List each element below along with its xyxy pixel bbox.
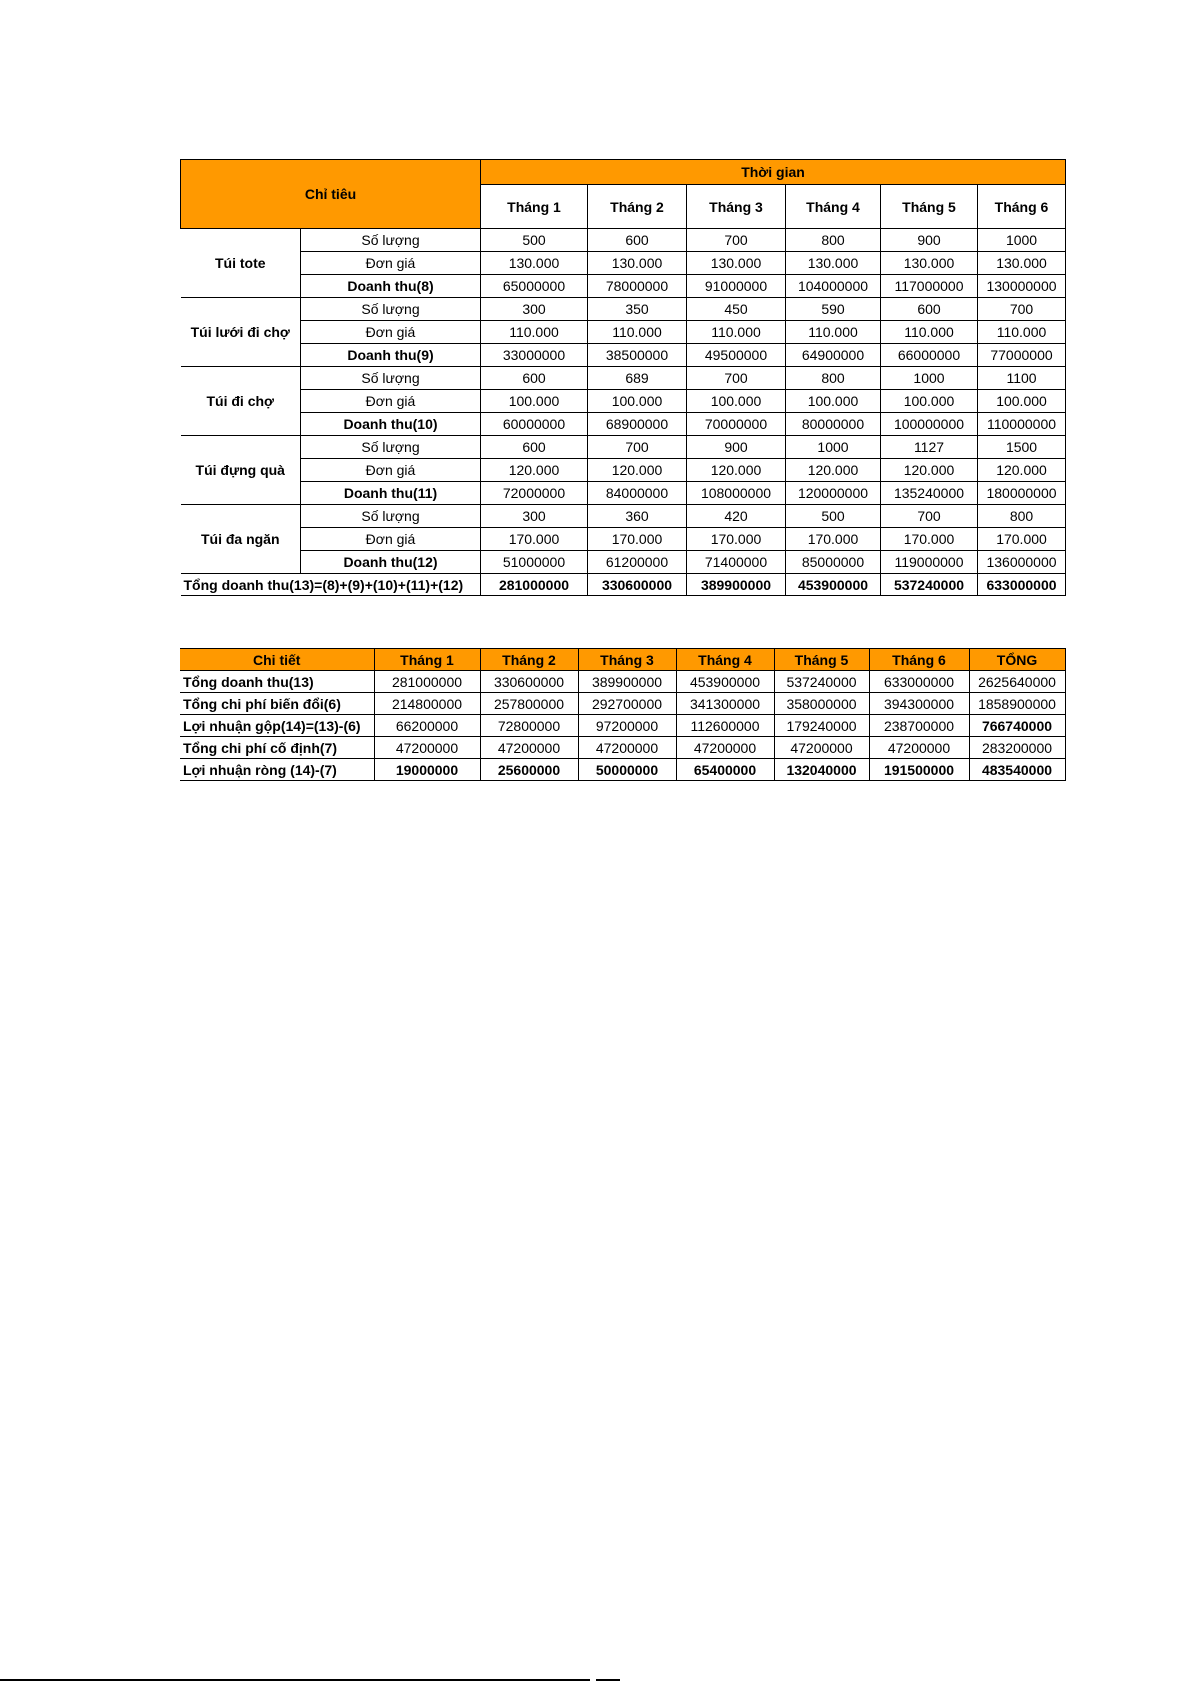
table-row: [181, 367, 1066, 390]
metric-label: Doanh thu(8): [301, 275, 481, 298]
table-cell: 33000000: [481, 344, 588, 367]
table-row: [181, 229, 1066, 252]
table-cell: 1000: [978, 229, 1066, 252]
table-cell: 281000000: [374, 671, 480, 693]
metric-label: Doanh thu(11): [301, 482, 481, 505]
header-month: Tháng 6: [978, 185, 1066, 229]
table-cell: 64900000: [786, 344, 881, 367]
table-cell: 91000000: [687, 275, 786, 298]
table-row: [180, 671, 1065, 693]
table-cell: 104000000: [786, 275, 881, 298]
table-cell: 100.000: [481, 390, 588, 413]
table-cell: 170.000: [687, 528, 786, 551]
table-cell: 80000000: [786, 413, 881, 436]
table-cell: 72000000: [481, 482, 588, 505]
metric-label: Doanh thu(9): [301, 344, 481, 367]
table-cell: 1000: [881, 367, 978, 390]
table-cell: 119000000: [881, 551, 978, 574]
metric-label: Số lượng: [301, 436, 481, 459]
table-cell: 110000000: [978, 413, 1066, 436]
header-month: Tháng 1: [481, 185, 588, 229]
table-cell: 130.000: [588, 252, 687, 275]
table-cell: 590: [786, 298, 881, 321]
metric-label: Lợi nhuận gộp(14)=(13)-(6): [180, 715, 374, 737]
header-month: Tháng 3: [578, 649, 676, 671]
table-row: [181, 390, 1066, 413]
table-cell: 50000000: [578, 759, 676, 781]
table-cell: 135240000: [881, 482, 978, 505]
header-month: Tháng 3: [687, 185, 786, 229]
table-cell: 68900000: [588, 413, 687, 436]
table-cell: 350: [588, 298, 687, 321]
table-cell: 214800000: [374, 693, 480, 715]
table-cell: 25600000: [480, 759, 578, 781]
table-cell: 341300000: [676, 693, 774, 715]
table-cell: 180000000: [978, 482, 1066, 505]
header-month: Tháng 5: [881, 185, 978, 229]
metric-label: Đơn giá: [301, 252, 481, 275]
table-cell: 453900000: [676, 671, 774, 693]
table-cell: 900: [881, 229, 978, 252]
metric-label: Số lượng: [301, 367, 481, 390]
table-cell: 100.000: [881, 390, 978, 413]
table-cell: 120.000: [588, 459, 687, 482]
table-cell: 800: [978, 505, 1066, 528]
table-cell: 170.000: [481, 528, 588, 551]
table-cell: 500: [481, 229, 588, 252]
table-cell: 700: [978, 298, 1066, 321]
table-cell: 60000000: [481, 413, 588, 436]
table-cell: 112600000: [676, 715, 774, 737]
table-cell: 110.000: [786, 321, 881, 344]
table-cell: 100.000: [786, 390, 881, 413]
footer-rule: [0, 1679, 590, 1681]
table-cell: 700: [881, 505, 978, 528]
metric-label: Đơn giá: [301, 528, 481, 551]
table-cell: 110.000: [687, 321, 786, 344]
total-label: Tổng doanh thu(13)=(8)+(9)+(10)+(11)+(12): [181, 574, 481, 596]
table-cell: 600: [481, 436, 588, 459]
table-cell: 120.000: [481, 459, 588, 482]
footer-rule-mark: [596, 1679, 620, 1681]
header-chi-tieu: Chỉ tiêu: [181, 160, 481, 229]
table-cell: 130.000: [687, 252, 786, 275]
table-cell: 1100: [978, 367, 1066, 390]
table-cell: 130000000: [978, 275, 1066, 298]
table-cell: 49500000: [687, 344, 786, 367]
profit-table-header: [180, 649, 1065, 671]
metric-label: Tổng doanh thu(13): [180, 671, 374, 693]
table-cell: 700: [588, 436, 687, 459]
total-row: [181, 574, 1066, 596]
table-cell: 394300000: [869, 693, 969, 715]
table-cell: 257800000: [480, 693, 578, 715]
table-row: [181, 252, 1066, 275]
table-cell: 66000000: [881, 344, 978, 367]
table-cell: 38500000: [588, 344, 687, 367]
total-cell: 537240000: [881, 574, 978, 596]
product-name: Túi đa ngăn: [181, 505, 301, 574]
header-chi-tiet: Chi tiết: [180, 649, 374, 671]
header-month: Tháng 1: [374, 649, 480, 671]
table-cell: 537240000: [774, 671, 869, 693]
header-month: Tháng 2: [588, 185, 687, 229]
table-row: [181, 321, 1066, 344]
table-cell: 170.000: [978, 528, 1066, 551]
table-row: [180, 693, 1065, 715]
table-row: [181, 528, 1066, 551]
table-cell: 600: [588, 229, 687, 252]
table-cell: 238700000: [869, 715, 969, 737]
table-row: [181, 275, 1066, 298]
table-cell: 766740000: [969, 715, 1065, 737]
metric-label: Doanh thu(12): [301, 551, 481, 574]
table-cell: 19000000: [374, 759, 480, 781]
table-cell: 170.000: [786, 528, 881, 551]
table-row: [181, 344, 1066, 367]
table-cell: 292700000: [578, 693, 676, 715]
table-cell: 1000: [786, 436, 881, 459]
table-cell: 450: [687, 298, 786, 321]
table-cell: 108000000: [687, 482, 786, 505]
table-row: [181, 505, 1066, 528]
table-cell: 100.000: [687, 390, 786, 413]
table-cell: 300: [481, 505, 588, 528]
table-cell: 700: [687, 367, 786, 390]
table-cell: 78000000: [588, 275, 687, 298]
table-cell: 483540000: [969, 759, 1065, 781]
table-cell: 47200000: [774, 737, 869, 759]
table-cell: 77000000: [978, 344, 1066, 367]
table-cell: 1127: [881, 436, 978, 459]
table-cell: 51000000: [481, 551, 588, 574]
table-cell: 130.000: [881, 252, 978, 275]
table-cell: 689: [588, 367, 687, 390]
metric-label: Tổng chi phí cố định(7): [180, 737, 374, 759]
header-total: TỔNG: [969, 649, 1065, 671]
table-cell: 47200000: [374, 737, 480, 759]
total-cell: 453900000: [786, 574, 881, 596]
table-cell: 110.000: [978, 321, 1066, 344]
table-cell: 1858900000: [969, 693, 1065, 715]
table-cell: 120.000: [786, 459, 881, 482]
table-cell: 2625640000: [969, 671, 1065, 693]
table-cell: 120.000: [687, 459, 786, 482]
metric-label: Đơn giá: [301, 390, 481, 413]
table-cell: 100.000: [978, 390, 1066, 413]
table-cell: 70000000: [687, 413, 786, 436]
table-row: [180, 759, 1065, 781]
table-cell: 100.000: [588, 390, 687, 413]
table-cell: 100000000: [881, 413, 978, 436]
product-name: Túi đựng quà: [181, 436, 301, 505]
table-cell: 360: [588, 505, 687, 528]
profit-table-body: [180, 671, 1065, 781]
table-cell: 283200000: [969, 737, 1065, 759]
table-cell: 130.000: [481, 252, 588, 275]
metric-label: Doanh thu(10): [301, 413, 481, 436]
table-cell: 85000000: [786, 551, 881, 574]
table-cell: 110.000: [588, 321, 687, 344]
table-cell: 117000000: [881, 275, 978, 298]
table-cell: 600: [881, 298, 978, 321]
table-cell: 66200000: [374, 715, 480, 737]
table-cell: 97200000: [578, 715, 676, 737]
table-cell: 191500000: [869, 759, 969, 781]
table-cell: 130.000: [786, 252, 881, 275]
table-cell: 700: [687, 229, 786, 252]
table-cell: 900: [687, 436, 786, 459]
product-name: Túi tote: [181, 229, 301, 298]
table-row: [181, 413, 1066, 436]
table-cell: 179240000: [774, 715, 869, 737]
table-cell: 633000000: [869, 671, 969, 693]
table-cell: 47200000: [869, 737, 969, 759]
revenue-table-body: [181, 229, 1066, 596]
metric-label: Tổng chi phí biến đổi(6): [180, 693, 374, 715]
table-cell: 420: [687, 505, 786, 528]
table-cell: 71400000: [687, 551, 786, 574]
table-cell: 72800000: [480, 715, 578, 737]
table-row: [181, 482, 1066, 505]
header-month: Tháng 5: [774, 649, 869, 671]
header-month: Tháng 4: [676, 649, 774, 671]
table-cell: 84000000: [588, 482, 687, 505]
table-cell: 47200000: [676, 737, 774, 759]
header-thoi-gian: Thời gian: [481, 160, 1066, 185]
product-name: Túi lưới đi chợ: [181, 298, 301, 367]
metric-label: Đơn giá: [301, 459, 481, 482]
table-cell: 120.000: [978, 459, 1066, 482]
table-cell: 358000000: [774, 693, 869, 715]
table-row: [181, 551, 1066, 574]
table-cell: 500: [786, 505, 881, 528]
total-cell: 281000000: [481, 574, 588, 596]
metric-label: Lợi nhuận ròng (14)-(7): [180, 759, 374, 781]
table-cell: 800: [786, 229, 881, 252]
metric-label: Số lượng: [301, 229, 481, 252]
table-row: [181, 298, 1066, 321]
metric-label: Số lượng: [301, 505, 481, 528]
table-cell: 65000000: [481, 275, 588, 298]
table-cell: 130.000: [978, 252, 1066, 275]
table-cell: 300: [481, 298, 588, 321]
header-month: Tháng 4: [786, 185, 881, 229]
table-cell: 132040000: [774, 759, 869, 781]
metric-label: Số lượng: [301, 298, 481, 321]
table-cell: 47200000: [578, 737, 676, 759]
metric-label: Đơn giá: [301, 321, 481, 344]
table-cell: 800: [786, 367, 881, 390]
table-cell: 65400000: [676, 759, 774, 781]
table-cell: 120.000: [881, 459, 978, 482]
table-cell: 136000000: [978, 551, 1066, 574]
table-cell: 600: [481, 367, 588, 390]
table-cell: 170.000: [881, 528, 978, 551]
table-cell: 110.000: [881, 321, 978, 344]
table-cell: 330600000: [480, 671, 578, 693]
table-row: [180, 737, 1065, 759]
total-cell: 633000000: [978, 574, 1066, 596]
table-row: [180, 715, 1065, 737]
revenue-table: [180, 159, 1066, 596]
product-name: Túi đi chợ: [181, 367, 301, 436]
profit-table: [180, 648, 1066, 781]
total-cell: 389900000: [687, 574, 786, 596]
table-cell: 110.000: [481, 321, 588, 344]
header-month: Tháng 2: [480, 649, 578, 671]
table-cell: 170.000: [588, 528, 687, 551]
table-cell: 1500: [978, 436, 1066, 459]
header-month: Tháng 6: [869, 649, 969, 671]
total-cell: 330600000: [588, 574, 687, 596]
table-cell: 120000000: [786, 482, 881, 505]
table-cell: 61200000: [588, 551, 687, 574]
table-cell: 389900000: [578, 671, 676, 693]
table-row: [181, 459, 1066, 482]
table-row: [181, 436, 1066, 459]
table-cell: 47200000: [480, 737, 578, 759]
